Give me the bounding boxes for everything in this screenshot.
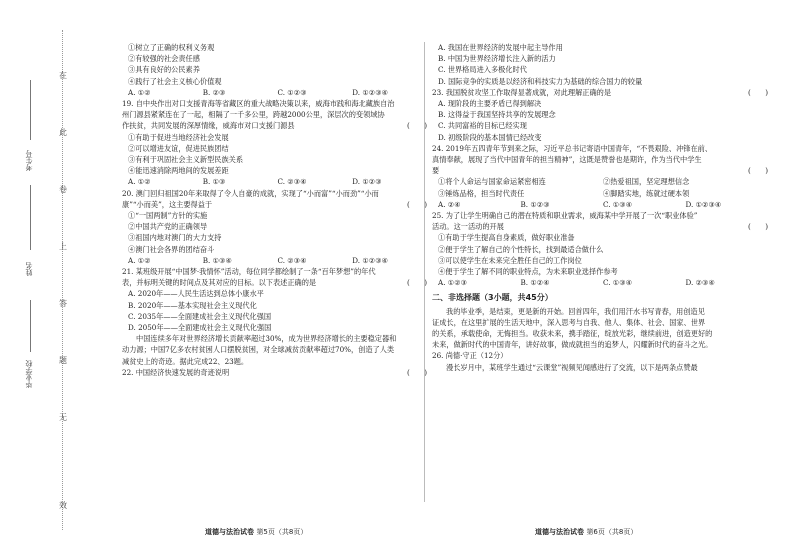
q24-option: ①将个人命运与国家命运紧密相连 bbox=[438, 177, 546, 187]
binding-word: 效 bbox=[59, 501, 67, 510]
q18-option: ③具有良好的公民素养 bbox=[128, 65, 200, 75]
answer-paren: ( ) bbox=[407, 121, 427, 131]
q25-option: ②便于学生了解自己的个性特长，找到最适合做什么 bbox=[438, 244, 604, 254]
q24-stem: 24. 2019年五四青年节到来之际，习近平总书记寄语中国青年，“不畏艰险、冲锋在前、 bbox=[432, 143, 713, 153]
answer-choice: A. ②④ bbox=[438, 199, 461, 209]
q22-stem: 22. 中国经济快速发展的奇迹说明 bbox=[122, 367, 230, 377]
answer-choice: B. ①②④ bbox=[520, 278, 550, 288]
material-text: 减贫史上的奇迹。据此完成22、23题。 bbox=[122, 356, 249, 366]
name-label: 姓名 bbox=[25, 262, 33, 276]
binding-word: 无 bbox=[59, 413, 67, 422]
answer-choice: A. ①② bbox=[128, 87, 151, 97]
page-6-footer bbox=[535, 527, 637, 537]
material-text: 中国连续多年对世界经济增长贡献率超过30%，成为世界经济增长的主要稳定器和 bbox=[136, 334, 397, 344]
answer-choice: D. ①②③④ bbox=[685, 199, 722, 209]
footer-title: 道德与法治试卷 bbox=[205, 528, 254, 536]
binding-word: 此 bbox=[59, 128, 67, 137]
q19-stem: 作扶贫，共同发展的深厚情缘，威海市对口支援门源县 bbox=[122, 121, 295, 131]
answer-choice: D. ①②③ bbox=[352, 177, 382, 187]
binding-word: 题 bbox=[59, 356, 67, 365]
section-heading: 二、非选择题（3小题，共45分） bbox=[432, 293, 553, 303]
q25-option: ①有助于学生提高自身素质，做好职业准备 bbox=[438, 233, 575, 243]
answer-paren: ( ) bbox=[748, 222, 768, 232]
q22-option: C. 世界格局进入多极化时代 bbox=[438, 65, 527, 75]
q25-option: ④便于学生了解不同的职业特点，为未来职业选择作参考 bbox=[438, 267, 618, 277]
answer-choice: D. ①②③④ bbox=[352, 255, 389, 265]
answer-choice: C. ②③④ bbox=[277, 177, 307, 187]
binding-word: 上 bbox=[59, 242, 67, 251]
answer-choice: A. ①② bbox=[128, 255, 151, 265]
answer-choice: B. ①②③ bbox=[520, 199, 550, 209]
q22-option: B. 中国为世界经济增长注入新的活力 bbox=[438, 54, 556, 64]
q19-option: ②可以增进友谊，促进民族团结 bbox=[128, 143, 229, 153]
q20-option: ③祖国内地对澳门的大力支持 bbox=[128, 233, 222, 243]
q24-option: ②热爱祖国，坚定理想信念 bbox=[603, 177, 690, 187]
q23-stem: 23. 我国脱贫攻坚工作取得显著成就，对此理解正确的是 bbox=[432, 87, 612, 97]
answer-paren: ( ) bbox=[748, 87, 768, 97]
q21-option: A. 2020年——人民生活达到总体小康水平 bbox=[128, 289, 264, 299]
q24-option: ④脚踏实地，练就过硬本领 bbox=[603, 188, 690, 198]
q25-stem: 25. 为了让学生明确自己的潜在特质和职业需求，威海某中学开展了一次“职业体验” bbox=[432, 211, 698, 221]
binding-word: 答 bbox=[59, 299, 67, 308]
answer-paren: ( ) bbox=[407, 367, 427, 377]
fold-line bbox=[62, 30, 63, 530]
footer-page-number: 第6页（共8页） bbox=[586, 528, 638, 536]
answer-choice: C. ②③④ bbox=[277, 255, 307, 265]
q21-option: C. 2035年——全面建成社会主义现代化强国 bbox=[128, 311, 272, 321]
footer-page-number: 第5页（共8页） bbox=[256, 528, 308, 536]
page-6-column bbox=[432, 42, 768, 373]
q23-option: C. 共同富裕的目标已经实现 bbox=[438, 121, 527, 131]
answer-choice: A. ①② bbox=[128, 177, 151, 187]
q24-stem: 真情奉献，展现了当代中国青年的担当精神”，这既是赞誉也是期许，作为当代中学生 bbox=[432, 155, 702, 165]
school-line bbox=[30, 300, 31, 352]
answer-choice: C. ①②③ bbox=[277, 87, 307, 97]
footer-title: 道德与法治试卷 bbox=[535, 528, 584, 536]
q19-stem: 19. 自中央作出对口支援青海等省藏区的重大战略决策以来，威海市践和海北藏族自治 bbox=[122, 99, 395, 109]
intro-text: 未来，做新时代的中国青年，讲好故事，做成就担当的追梦人，闪耀新时代的奋斗之光。 bbox=[432, 340, 713, 350]
page-5-footer bbox=[205, 527, 307, 537]
q23-option: A. 现阶段的主要矛盾已得到解决 bbox=[438, 99, 542, 109]
answer-choice: D. ①②③④ bbox=[352, 87, 389, 97]
exam-number-line bbox=[30, 80, 31, 140]
exam-number-label: 考生号 bbox=[25, 150, 33, 171]
answer-choice: B. ①③④ bbox=[202, 255, 232, 265]
binding-margin bbox=[0, 0, 130, 560]
q20-answers bbox=[122, 255, 427, 266]
q18-option: ②有较强的社会责任感 bbox=[128, 54, 200, 64]
answer-choice: B. ②③ bbox=[202, 87, 226, 97]
material-text: 动力源；中国7亿多农村贫困人口摆脱贫困，对全球减贫贡献率超过70%，创造了人类 bbox=[122, 345, 395, 355]
binding-word: 在 bbox=[59, 71, 67, 80]
q21-stem: 21. 某班级开展“中国梦·我情怀”活动，每位同学都绘制了一条“百年梦想”的年代 bbox=[122, 267, 376, 277]
intro-text: 的关系，承载使命，无悔担当。收获未来，携手踏征，绽放光彩，继续前进，创造更好的 bbox=[432, 329, 713, 339]
column-divider bbox=[424, 42, 425, 502]
q22-option: A. 我国在世界经济的发展中起主导作用 bbox=[438, 43, 563, 52]
binding-word: 卷 bbox=[59, 185, 67, 194]
q21-stem: 表，并标明关键的时间点及其对应的目标。以下表述正确的是 bbox=[122, 278, 317, 288]
answer-choice: B. ①③ bbox=[202, 177, 226, 187]
q21-option: D. 2050年——全面建成社会主义现代化强国 bbox=[128, 323, 272, 333]
q24-options-row bbox=[432, 176, 768, 187]
q24-options-row bbox=[432, 188, 768, 199]
intro-text: 证成长，在这里扩展的生活天地中，深入思考与自我、他人、集体、社会、国家、世界 bbox=[432, 317, 706, 327]
q20-option: ①“一国两制”方针的实施 bbox=[128, 211, 208, 221]
q18-option: ④践行了社会主义核心价值观 bbox=[128, 76, 222, 86]
q22-option: D. 国际竞争的实质是以经济和科技实力为基础的综合国力的较量 bbox=[438, 76, 643, 86]
q19-option: ④能迅速消除两地间的发展差距 bbox=[128, 166, 229, 176]
q20-stem: 康”“小而美”，这主要得益于 bbox=[122, 199, 213, 209]
school-label: 毕业学校 bbox=[25, 360, 33, 388]
q19-answers bbox=[122, 176, 427, 187]
intro-text: 我的毕业季，是结束，更是新的开始。回首四年，我们用汗水书写青春，用创造见 bbox=[446, 306, 705, 316]
q23-option: D. 初级阶段的基本国情已经改变 bbox=[438, 132, 542, 142]
q21-option: B. 2020年——基本实现社会主义现代化 bbox=[128, 300, 257, 310]
name-line bbox=[30, 185, 31, 250]
q25-option: ③可以使学生在未来完全胜任自己的工作岗位 bbox=[438, 255, 582, 265]
answer-paren: ( ) bbox=[407, 278, 427, 288]
answer-choice: C. ①③④ bbox=[603, 278, 633, 288]
answer-choice: C. ①③④ bbox=[603, 199, 633, 209]
page-5-column bbox=[122, 42, 427, 378]
q18-option: ①树立了正确的权利义务观 bbox=[128, 43, 215, 52]
q18-answers bbox=[122, 87, 427, 98]
q20-stem: 20. 澳门回归祖国20年来取得了令人自豪的成就，实现了“小而富”“小而劲”“小而 bbox=[122, 188, 379, 198]
q19-option: ③有利于巩固社会主义新型民族关系 bbox=[128, 155, 244, 165]
q20-option: ②中国共产党的正确领导 bbox=[128, 222, 208, 232]
q24-answers bbox=[432, 199, 768, 210]
q19-option: ①有助于促进当地经济社会发展 bbox=[128, 132, 229, 142]
q26-heading: 26. 尚德·守正（12分） bbox=[432, 351, 508, 361]
answer-paren: ( ) bbox=[407, 199, 427, 209]
q23-option: B. 这得益于我国坚持共享的发展理念 bbox=[438, 110, 556, 120]
q24-option: ③锤炼品格，担当时代责任 bbox=[438, 188, 525, 198]
q25-answers bbox=[432, 277, 768, 288]
answer-choice: A. ①②③ bbox=[438, 278, 468, 288]
answer-choice: D. ②③④ bbox=[685, 278, 715, 288]
q19-stem: 州门源县紧紧连在了一起，相隔了一千多公里，跨越2000公里，深层次的变领域协 bbox=[122, 110, 385, 120]
q24-stem: 要 bbox=[432, 166, 440, 176]
q20-option: ④澳门社会各界的团结奋斗 bbox=[128, 244, 215, 254]
answer-paren: ( ) bbox=[748, 166, 768, 176]
q26-text: 漫长岁月中，某班学生通过“云课堂”视频见闻感进行了交流，以下是两条点赞最 bbox=[446, 362, 698, 372]
q25-stem: 活动。这一活动的开展 bbox=[432, 222, 504, 232]
